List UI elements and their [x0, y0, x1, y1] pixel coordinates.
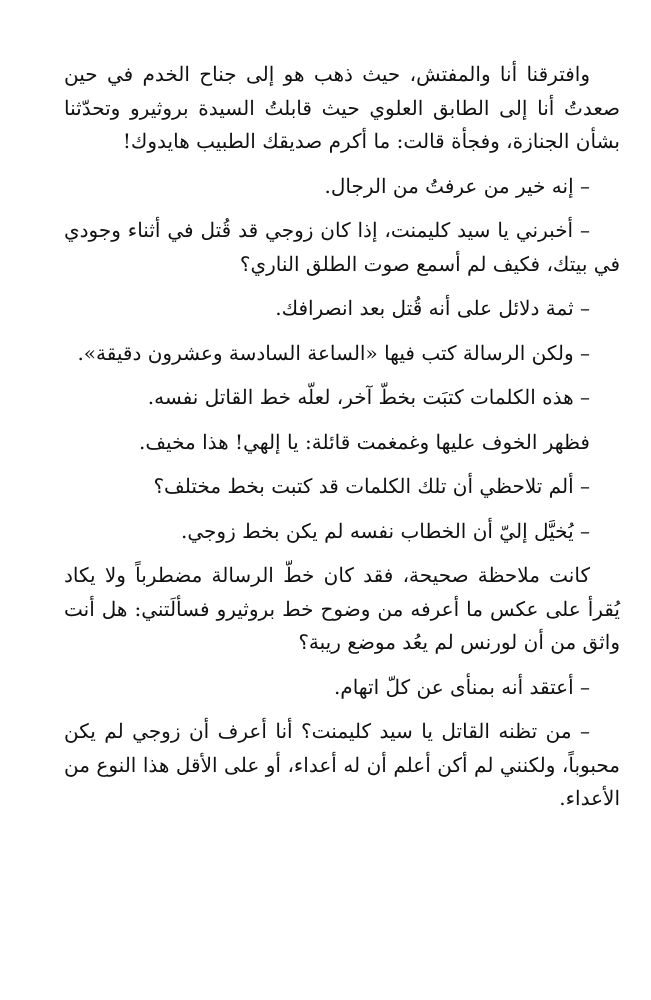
paragraph-6: – هذه الكلمات كتبَت بخطّ آخر، لعلّه خط القاتل نفسه. [147, 385, 590, 409]
paragraph-3: – أخبرني يا سيد كليمنت، إذا كان زوجي قد قُتل في أثناء وجودي في بيتك، فكيف لم أسمع صوت الطلق الناري؟ [64, 218, 620, 276]
paragraph-12: – من تظنه القاتل يا سيد كليمنت؟ أنا أعرف أن زوجي لم يكن محبوباً، ولكنني لم أكن أعلم أن له أعداء، أو على الأقل هذا النوع من الأعداء. [64, 719, 620, 810]
paragraph-5: – ولكن الرسالة كتب فيها «الساعة السادسة وعشرون دقيقة». [77, 340, 590, 365]
paragraph-4: – ثمة دلائل على أنه قُتل بعد انصرافك. [275, 296, 590, 320]
paragraph-1: وافترقنا أنا والمفتش، حيث ذهب هو إلى جناح الخدم في حين صعدتُ أنا إلى الطابق العلوي حيث قابلتُ السيدة بروثيرو وتحدّثنا بشأن الجنازة، وفجأة قالت: ما أكرم صديقك الطبيب هايدوك! [64, 62, 620, 153]
paragraph-7: فظهر الخوف عليها وغمغمت قائلة: يا إلهي! هذا مخيف. [139, 429, 590, 454]
paragraph-8: – ألم تلاحظي أن تلك الكلمات قد كتبت بخط مختلف؟ [153, 474, 590, 498]
paragraph-9: – يُخيَّل إليّ أن الخطاب نفسه لم يكن بخط زوجي. [181, 518, 590, 543]
book-page [64, 58, 620, 827]
paragraph-10: كانت ملاحظة صحيحة، فقد كان خطّ الرسالة مضطرباً ولا يكاد يُقرأ على عكس ما أعرفه من وضوح خط بروثيرو فسألَتني: هل أنت واثق من أن لورنس لم يعُد موضع ريبة؟ [64, 563, 620, 654]
paragraph-11: – أعتقد أنه بمنأى عن كلّ اتهام. [333, 674, 590, 699]
paragraph-2: – إنه خير من عرفتُ من الرجال. [324, 173, 590, 198]
